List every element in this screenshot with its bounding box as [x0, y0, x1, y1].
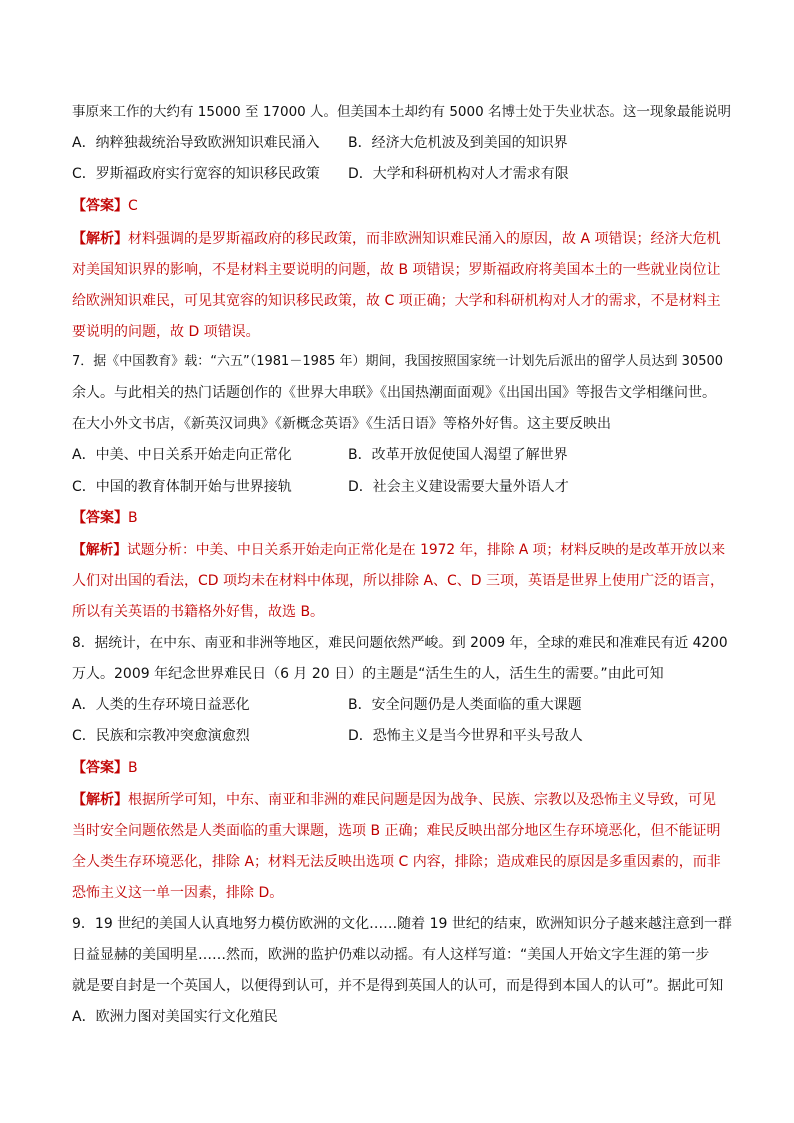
q6-option-b: B．经济大危机波及到美国的知识界	[348, 135, 568, 151]
analysis-text: 试题分析：中美、中日关系开始走向正常化是在 1972 年，排除 A 项；材料反映的是改革开放以来	[127, 542, 726, 558]
q8-option-a: A．人类的生存环境日益恶化	[72, 697, 250, 713]
answer-value: B	[128, 760, 138, 776]
q7-stem-line-1: 7．据《中国教育》载：“六五”（1981－1985 年）期间，我国按照国家统一计划先后派出的留学人员达到 30500	[72, 354, 724, 369]
answer-tag: 【答案】	[72, 198, 128, 214]
q8-analysis-line-2: 当时安全问题依然是人类面临的重大课题，选项 B 正确；难民反映出部分地区生存环境恶化，但不能证明	[72, 823, 721, 839]
analysis-text: 材料强调的是罗斯福政府的移民政策，而非欧洲知识难民涌入的原因，故 A 项错误；经济大危机	[128, 231, 721, 247]
answer-value: B	[128, 510, 138, 526]
analysis-tag: 【解析】	[72, 231, 128, 247]
q8-option-c: C．民族和宗教冲突愈演愈烈	[72, 728, 250, 744]
analysis-tag: 【解析】	[72, 792, 128, 808]
q7-analysis-line-1	[72, 540, 725, 560]
analysis-tag: 【解析】	[72, 542, 128, 558]
q9-option-a: A．欧洲力图对美国实行文化殖民	[72, 1009, 278, 1025]
q6-stem: 事原来工作的大约有 15000 至 17000 人。但美国本土却约有 5000 名博士处于失业状态。这一现象最能说明	[72, 104, 731, 120]
q6-analysis-line-3: 给欧洲知识难民，可见其宽容的知识移民政策，故 C 项正确；大学和科研机构对人才的需求，不是材料主	[72, 293, 721, 309]
q6-answer	[72, 196, 138, 216]
q6-analysis-line-2: 对美国知识界的影响，不是材料主要说明的问题，故 B 项错误；罗斯福政府将美国本土的一些就业岗位让	[72, 262, 721, 278]
q8-stem-line-1: 8．据统计，在中东、南亚和非洲等地区，难民问题依然严峻。到 2009 年，全球的难民和准难民有近 4200	[72, 635, 728, 651]
q7-option-c: C．中国的教育体制开始与世界接轨	[72, 479, 292, 495]
q9-stem-line-3: 就是要自封是一个英国人，以便得到认可，并不是得到英国人的认可，而是得到本国人的认可”。据此可知	[72, 978, 724, 994]
q9-stem-line-1: 9．19 世纪的美国人认真地努力模仿欧洲的文化……随着 19 世纪的结束，欧洲知识分子越来越注意到一群	[72, 916, 732, 932]
q6-analysis-line-4: 要说明的问题，故 D 项错误。	[72, 324, 260, 340]
q7-option-a: A．中美、中日关系开始走向正常化	[72, 447, 292, 463]
q7-option-b: B．改革开放促使国人渴望了解世界	[348, 447, 568, 463]
answer-tag: 【答案】	[72, 510, 128, 526]
q9-stem-line-2: 日益显赫的美国明星……然而，欧洲的监护仍难以动摇。有人这样写道：“美国人开始文字生涯的第一步	[72, 947, 710, 963]
q8-analysis-line-3: 全人类生存环境恶化，排除 A；材料无法反映出选项 C 内容，排除；造成难民的原因是多重因素的，而非	[72, 854, 721, 870]
q6-option-a: A．纳粹独裁统治导致欧洲知识难民涌入	[72, 135, 320, 151]
q7-stem-line-3: 在大小外文书店，《新英汉词典》《新概念英语》《生活日语》等格外好售。这主要反映出	[72, 416, 611, 432]
q6-option-c: C．罗斯福政府实行宽容的知识移民政策	[72, 166, 320, 182]
q8-option-d: D．恐怖主义是当今世界和平头号敌人	[348, 728, 583, 744]
q6-analysis-line-1	[72, 229, 720, 249]
answer-tag: 【答案】	[72, 760, 128, 776]
q8-analysis-line-1	[72, 790, 716, 810]
q6-option-d: D．大学和科研机构对人才需求有限	[348, 166, 569, 182]
q7-answer	[72, 508, 138, 528]
analysis-text: 根据所学可知，中东、南亚和非洲的难民问题是因为战争、民族、宗教以及恐怖主义导致，可见	[128, 792, 716, 808]
q7-analysis-line-3: 所以有关英语的书籍格外好售，故选 B。	[72, 604, 325, 620]
q7-analysis-line-2: 人们对出国的看法，CD 项均未在材料中体现，所以排除 A、C、D 三项，英语是世界上使用广泛的语言，	[72, 573, 725, 589]
q7-option-d: D．社会主义建设需要大量外语人才	[348, 479, 569, 495]
answer-value: C	[128, 198, 138, 214]
q8-stem-line-2: 万人。2009 年纪念世界难民日（6 月 20 日）的主题是“活生生的人，活生生的需要。”由此可知	[72, 666, 664, 682]
q8-option-b: B．安全问题仍是人类面临的重大课题	[348, 697, 582, 713]
q7-stem-line-2: 余人。与此相关的热门话题创作的《世界大串联》《出国热潮面面观》《出国出国》等报告文学相继问世。	[72, 385, 716, 401]
q8-analysis-line-4: 恐怖主义这一单一因素，排除 D。	[72, 885, 284, 901]
q8-answer	[72, 758, 138, 778]
